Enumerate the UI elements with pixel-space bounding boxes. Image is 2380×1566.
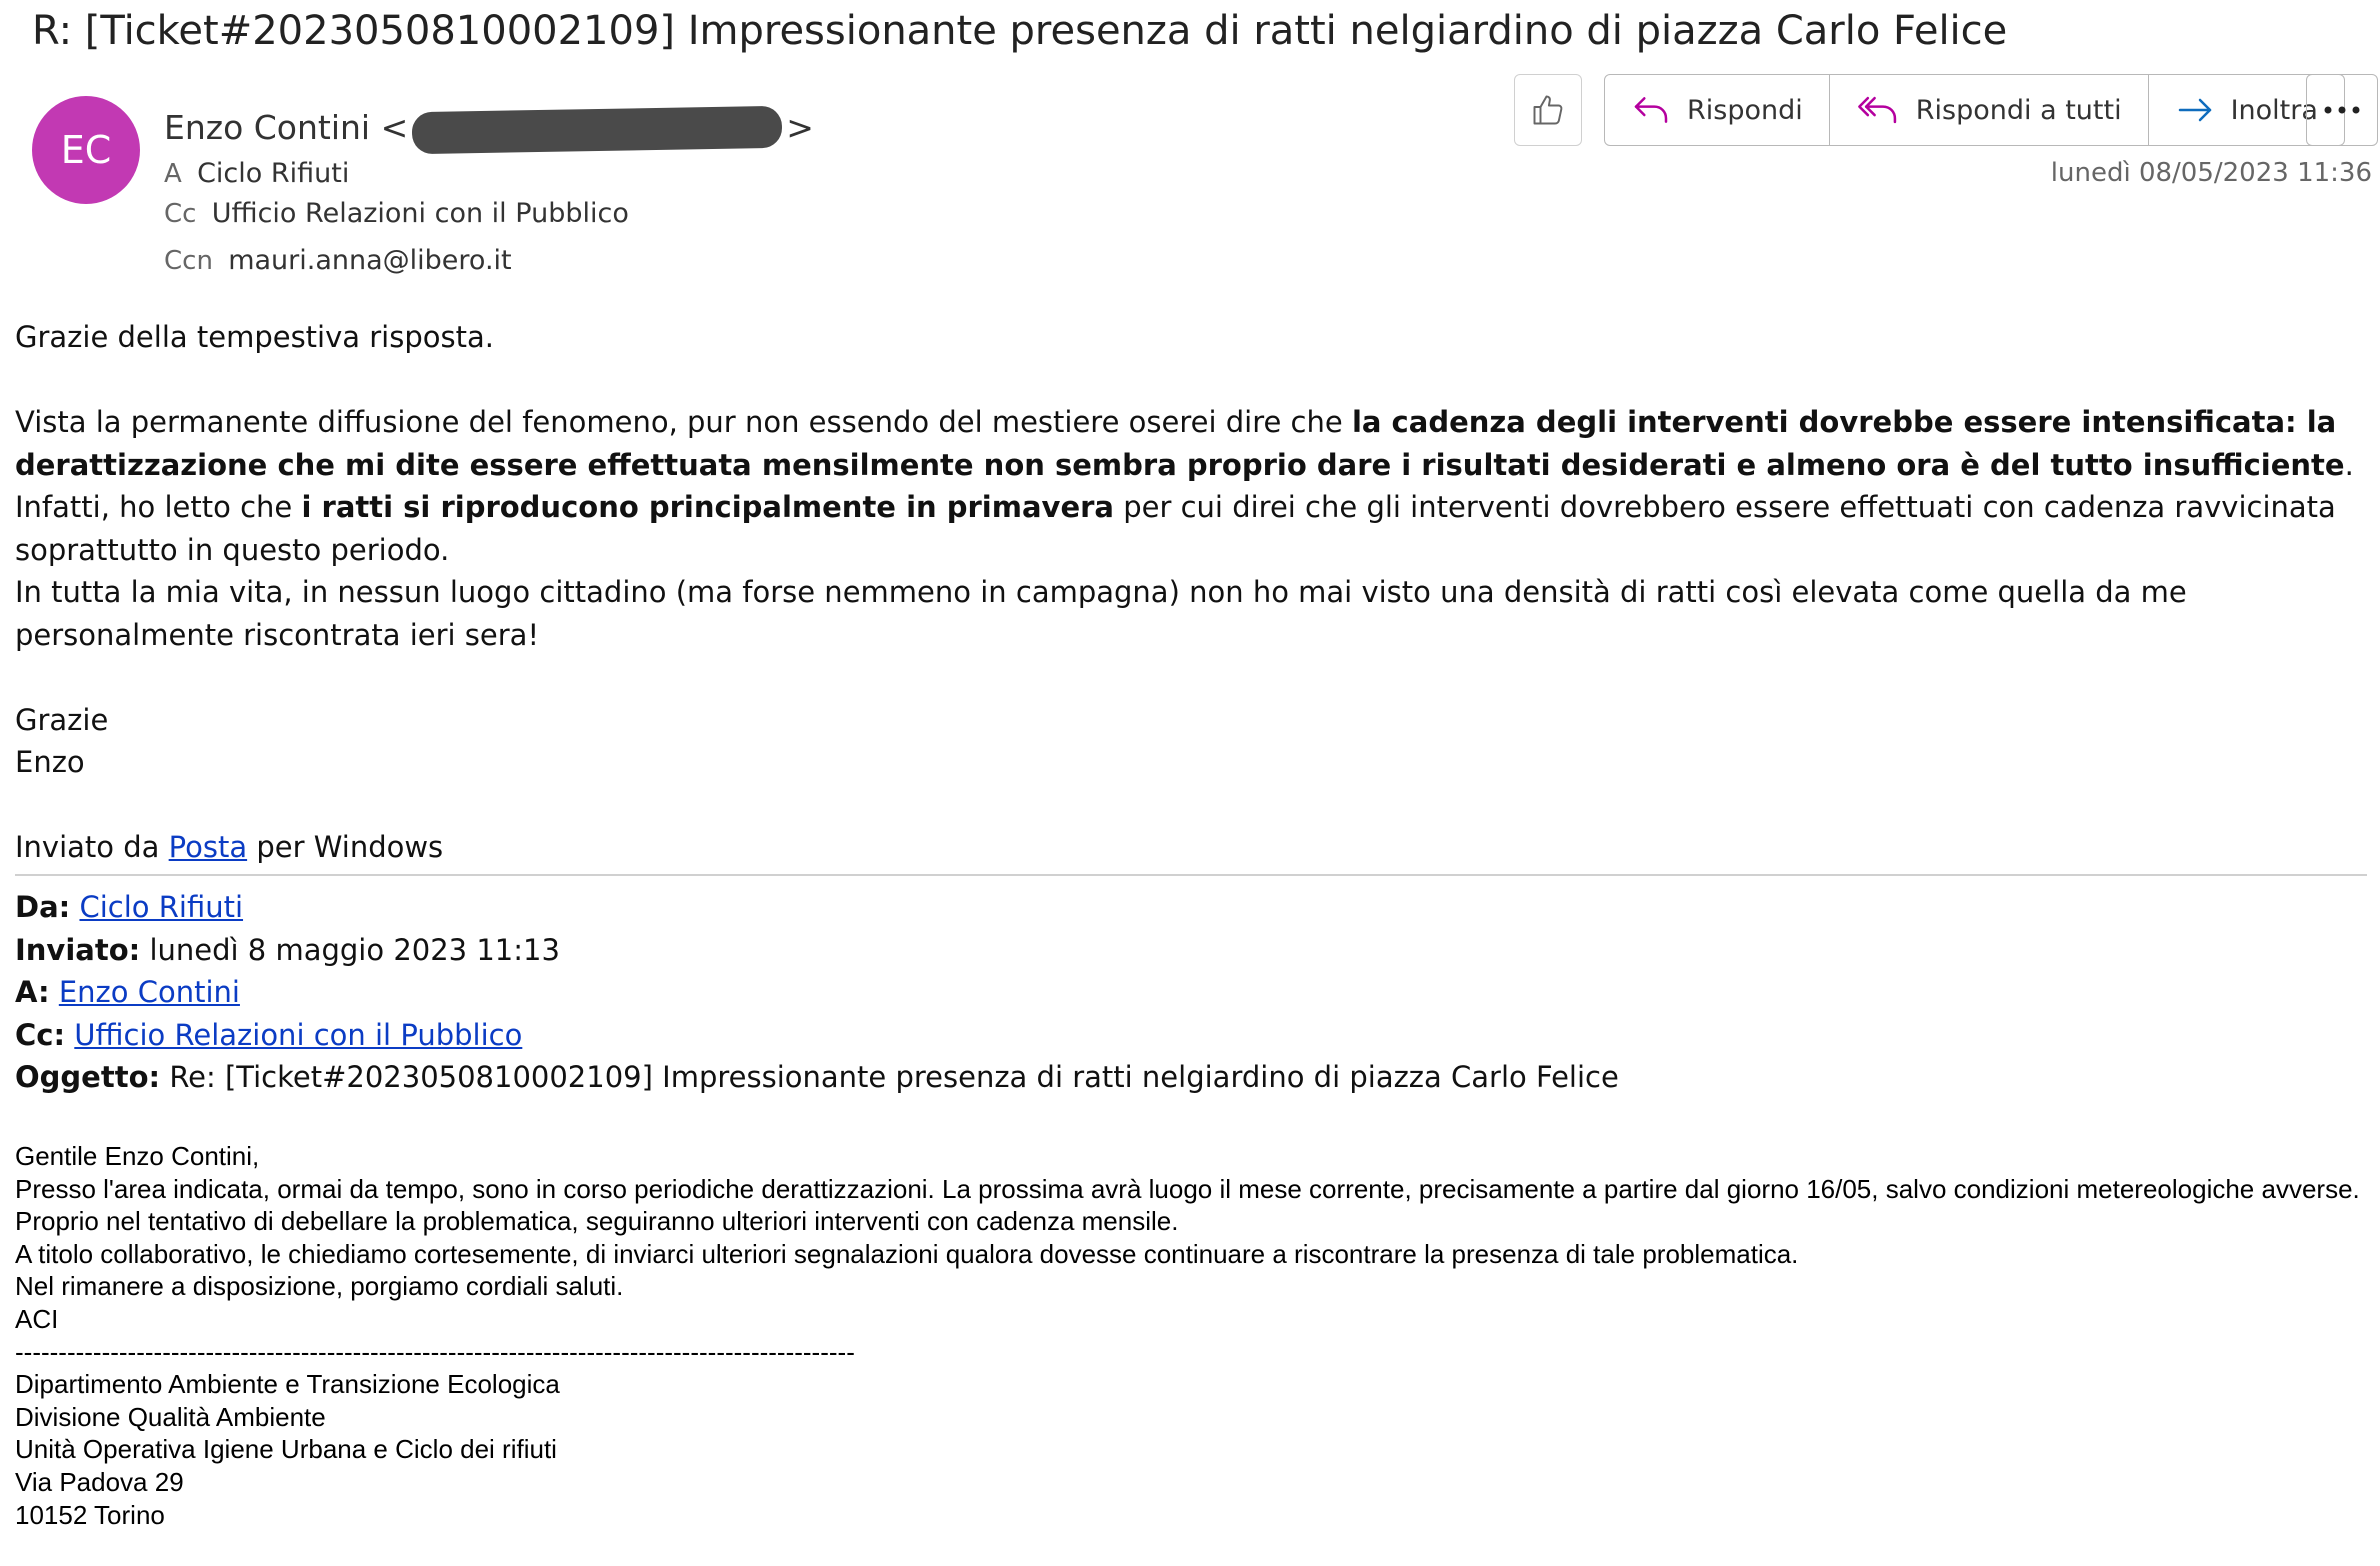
message-body (15, 316, 2365, 869)
reply-icon (1631, 93, 1671, 127)
bcc-recipient[interactable]: mauri.anna@libero.it (228, 245, 512, 276)
sender-avatar[interactable]: EC (32, 96, 140, 204)
body-paragraph-main: Vista la permanente diffusione del fenomeno, pur non essendo del mestiere oserei dire che la cadenza degli interventi dovrebbe essere intensificata: la derattizzazione che mi dite essere effettuata mensilmente non sembra proprio dare i risultati desiderati e almeno ora è del tutto insufficiente. Infatti, ho letto che i ratti si riproducono principalmente in primavera per cui direi che gli interventi dovrebbero essere effettuati con cadenza ravvicinata soprattutto in questo periodo. (15, 405, 2354, 567)
reply-line: Unità Operativa Igiene Urbana e Ciclo dei rifiuti (15, 1434, 557, 1465)
to-row (164, 158, 349, 189)
quoted-from-link[interactable]: Ciclo Rifiuti (79, 890, 244, 924)
quoted-sent-row: Inviato: lunedì 8 maggio 2023 11:13 (15, 932, 560, 967)
quoted-cc-link[interactable]: Ufficio Relazioni con il Pubblico (74, 1017, 523, 1052)
reply-line: Gentile Enzo Contini, (15, 1141, 260, 1171)
body-signature: Enzo (15, 745, 85, 779)
reply-line: A titolo collaborativo, le chiediamo cortesemente, di inviarci ulteriori segnalazioni qualora dovesse continuare a riscontrare la presenza di tale problematica. (15, 1238, 1799, 1269)
reply-line: Presso l'area indicata, ormai da tempo, sono in corso periodiche derattizzazioni. La prossima avrà luogo il mese corrente, precisamente a partire dal giorno 16/05, salvo condizioni metereologiche avverse. (15, 1173, 2360, 1204)
reply-line: Proprio nel tentativo di debellare la problematica, seguiranno ulteriori interventi con cadenza mensile. (15, 1206, 1179, 1237)
sender-line (164, 108, 814, 151)
reply-all-icon (1856, 93, 1900, 127)
reply-separator: ------------------------------------------------------------------------------------------------- (15, 1336, 855, 1367)
redacted-email (412, 105, 783, 153)
reply-line: Via Padova 29 (15, 1466, 184, 1497)
email-close-bracket: > (786, 108, 814, 147)
reply-line: Nel rimanere a disposizione, porgiamo cordiali saluti. (15, 1271, 624, 1302)
email-open-bracket: < (380, 108, 409, 147)
cc-row (164, 198, 629, 229)
more-icon (2322, 105, 2362, 115)
reply-toolbar (1604, 74, 2345, 146)
bcc-row (164, 245, 512, 276)
reply-label: Rispondi (1687, 94, 1803, 126)
thumbs-up-icon (1530, 92, 1566, 128)
forward-label: Inoltra (2230, 94, 2318, 126)
quoted-cc-row: Cc: Ufficio Relazioni con il Pubblico (15, 1017, 523, 1052)
reply-all-button[interactable] (1830, 75, 2149, 145)
quoted-from-row: Da: Ciclo Rifiuti (15, 890, 244, 924)
quoted-to-link[interactable]: Enzo Contini (58, 975, 240, 1009)
like-button[interactable] (1514, 74, 1582, 146)
mail-app-link[interactable]: Posta (168, 830, 248, 864)
sender-name[interactable]: Enzo Contini (164, 108, 371, 147)
reply-line: ACI (15, 1303, 59, 1334)
body-greeting: Grazie della tempestiva risposta. (15, 320, 494, 354)
reply-all-label: Rispondi a tutti (1915, 94, 2122, 126)
quote-divider (15, 874, 2367, 876)
body-bold-2: i ratti si riproducono principalmente in primavera (301, 490, 1114, 524)
body-paragraph-density: In tutta la mia vita, in nessun luogo cittadino (ma forse nemmeno in campagna) non ho mai visto una densità di ratti così elevata come quella da me personalmente riscontrata ieri sera! (15, 575, 2187, 652)
cc-recipient[interactable]: Ufficio Relazioni con il Pubblico (211, 198, 629, 229)
reply-line: 10152 Torino (15, 1499, 165, 1530)
cc-label: Cc (164, 199, 197, 229)
reply-line: Dipartimento Ambiente e Transizione Ecologica (15, 1369, 560, 1400)
message-date: lunedì 08/05/2023 11:36 (2050, 158, 2372, 188)
quoted-subject-row: Oggetto: Re: [Ticket#2023050810002109] Impressionante presenza di ratti nelgiardino di piazza Carlo Felice (15, 1060, 1619, 1094)
reply-line: Divisione Qualità Ambiente (15, 1401, 326, 1432)
bcc-label: Ccn (164, 246, 213, 276)
body-thanks: Grazie (15, 702, 109, 737)
reply-button[interactable] (1605, 75, 1830, 145)
quoted-to-row: A: Enzo Contini (15, 975, 240, 1009)
to-recipient[interactable]: Ciclo Rifiuti (197, 158, 350, 189)
sent-from-line: Inviato da Posta per Windows (15, 830, 444, 864)
body-bold-1: la cadenza degli interventi dovrebbe essere intensificata: la derattizzazione che mi dite essere effettuata mensilmente non sembra proprio dare i risultati desiderati e almeno ora è del tutto insufficiente (15, 405, 2345, 482)
forward-icon (2175, 93, 2215, 127)
message-subject: R: [Ticket#2023050810002109] Impressionante presenza di ratti nelgiardino di piazza Carlo Felice (32, 8, 2008, 54)
quoted-header (15, 886, 1619, 1099)
quoted-reply-body (15, 1140, 2365, 1531)
more-actions-button[interactable] (2306, 74, 2378, 146)
to-label: A (164, 159, 182, 189)
